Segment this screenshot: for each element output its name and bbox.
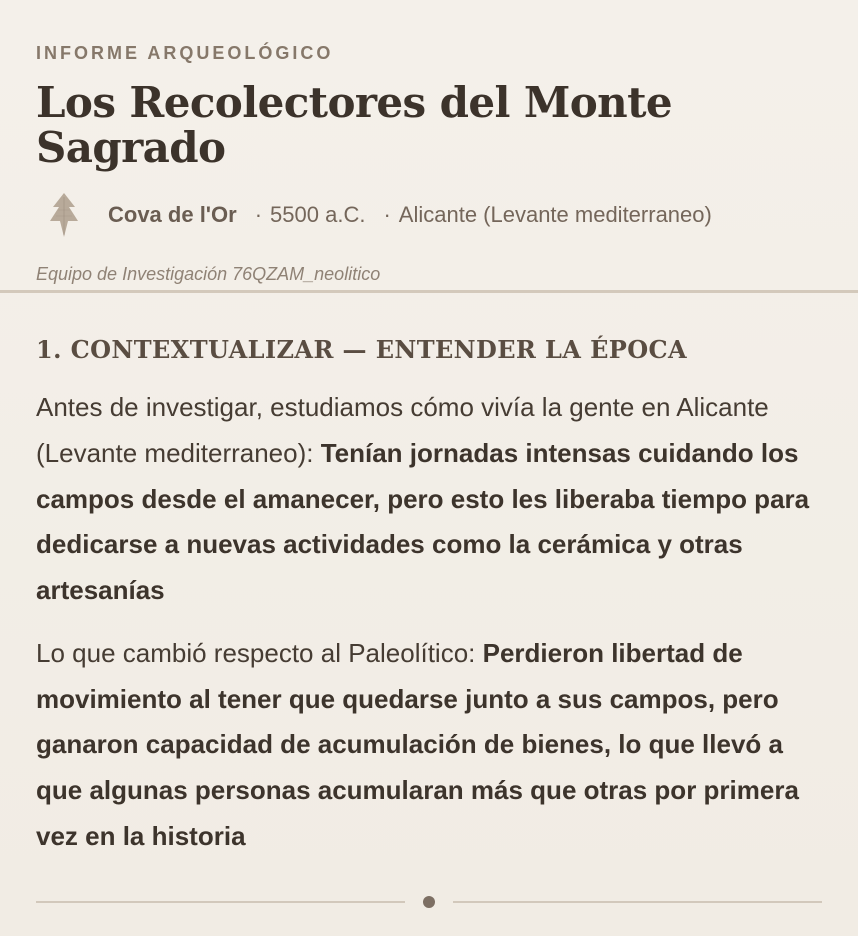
- paragraph-body: Perdieron libertad de movimiento al tener que quedarse junto a sus campos, pero ganaron capacidad de acumulación de bienes, lo que llevó a que algunas personas acumularan más que otras por primera vez en la historia: [36, 637, 799, 851]
- footer-ornament: [36, 896, 822, 908]
- ornament-line-right: [453, 901, 822, 903]
- ornament-dot: [423, 896, 435, 908]
- site-region: Alicante (Levante mediterraneo): [398, 201, 712, 227]
- meta-separator: ·: [383, 201, 391, 227]
- paragraph-body: Tenían jornadas intensas cuidando los campos desde el amanecer, pero esto les liberaba tiempo para dedicarse a nuevas actividades como la cerámica y otras artesanías: [36, 437, 810, 606]
- report-eyebrow: INFORME ARQUEOLÓGICO: [36, 43, 334, 63]
- research-team: Equipo de Investigación 76QZAM_neolitico: [36, 263, 381, 284]
- change-paragraph: [36, 631, 822, 860]
- paragraph-lead: Lo que cambió respecto al Paleolítico:: [36, 637, 476, 668]
- section-title: 1. CONTEXTUALIZAR — ENTENDER LA ÉPOCA: [36, 335, 688, 364]
- report-header: [0, 0, 858, 290]
- context-paragraph: [36, 385, 822, 614]
- site-meta-row: [36, 194, 822, 236]
- report-content: [0, 293, 858, 860]
- ornament-line-left: [36, 901, 405, 903]
- paragraph-lead: Antes de investigar, estudiamos cómo vivía la gente en Alicante (Levante mediterraneo):: [36, 392, 769, 468]
- site-name: Cova de l'Or: [108, 201, 237, 227]
- meta-separator: ·: [254, 201, 263, 227]
- site-date: 5500 a.C.: [270, 201, 366, 227]
- report-title: Los Recolectores del Monte Sagrado: [36, 78, 673, 173]
- arrowhead-icon: [44, 192, 84, 238]
